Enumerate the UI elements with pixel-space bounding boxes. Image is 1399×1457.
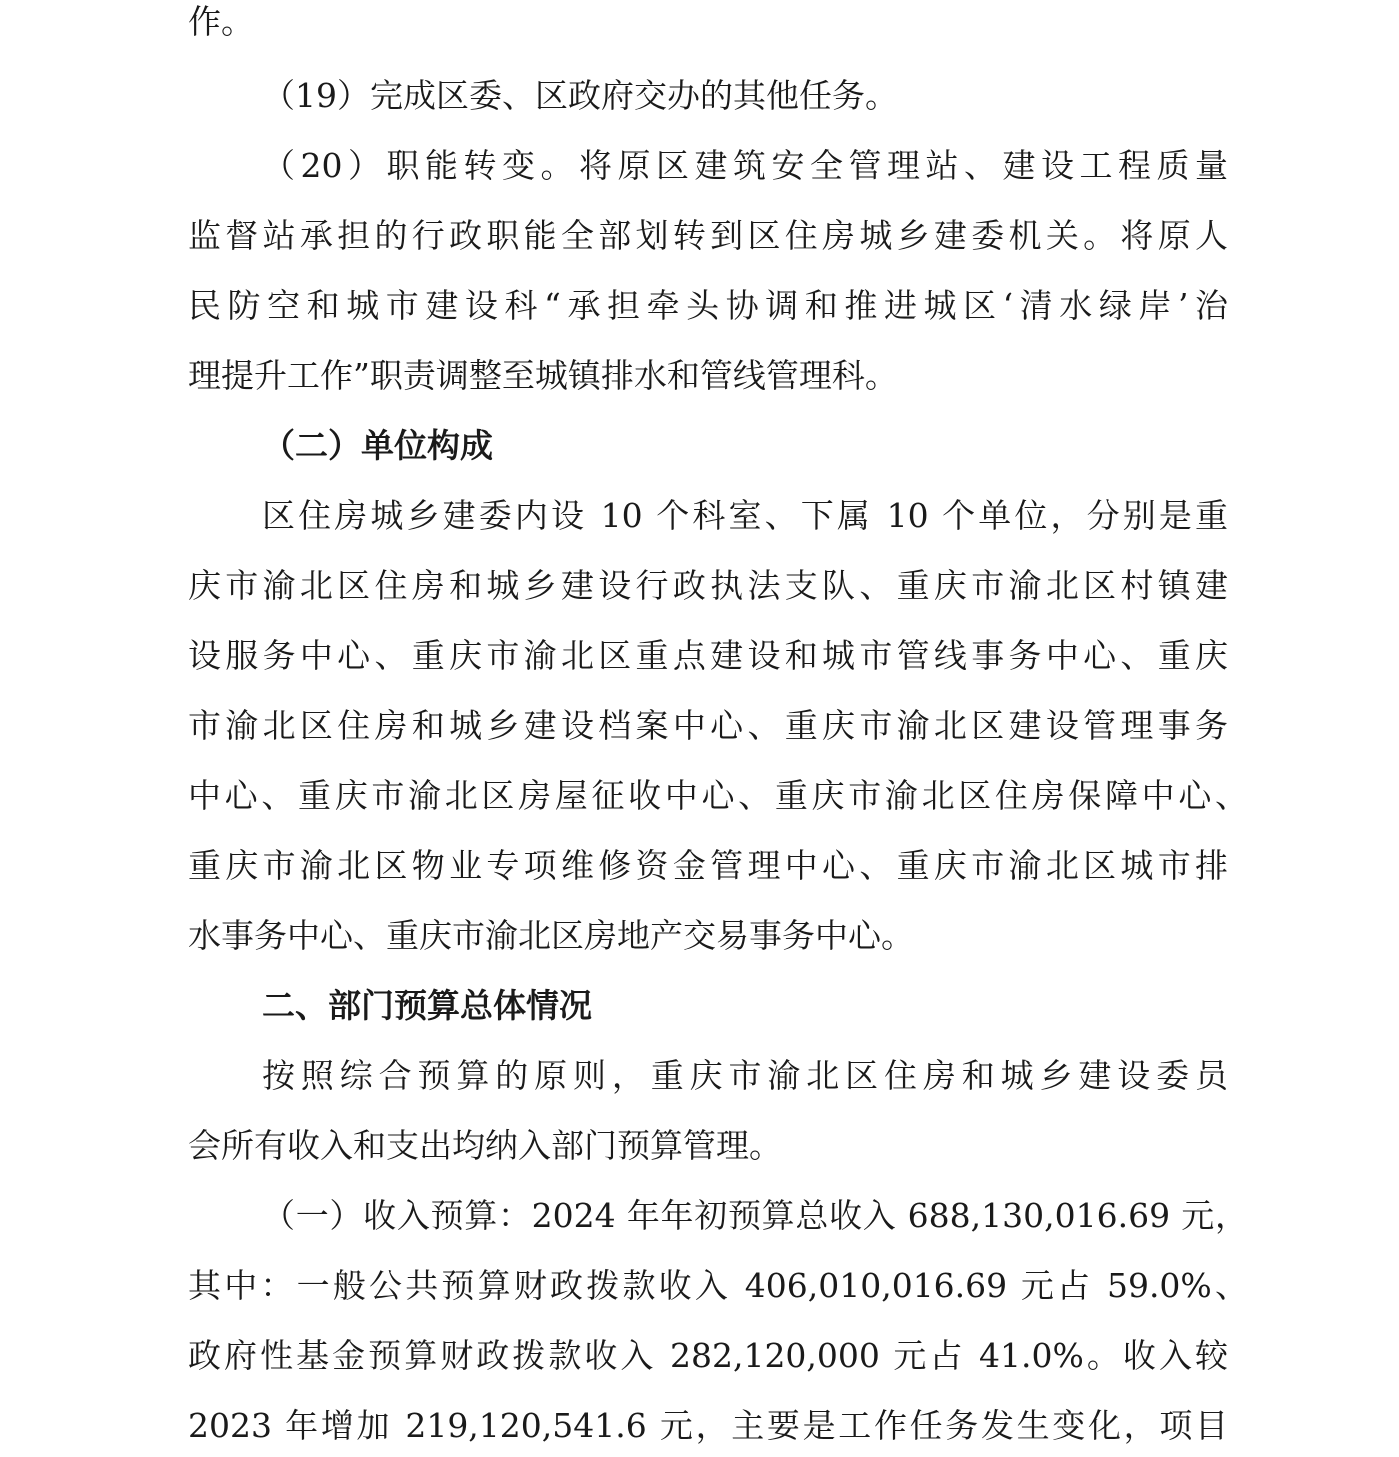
item-20-line-1: （20）职能转变。将原区建筑安全管理站、建设工程质量 [262, 146, 1228, 185]
income-budget-line-3: 政府性基金预算财政拨款收入 282,120,000 元占 41.0%。收入较 [188, 1336, 1228, 1375]
budget-intro-line-1: 按照综合预算的原则，重庆市渝北区住房和城乡建设委员 [262, 1056, 1228, 1095]
item-20-line-2: 监督站承担的行政职能全部划转到区住房城乡建委机关。将原人 [188, 216, 1228, 255]
item-20-line-4: 理提升工作”职责调整至城镇排水和管线管理科。 [188, 356, 898, 395]
unit-paragraph-line-5: 中心、重庆市渝北区房屋征收中心、重庆市渝北区住房保障中心、 [188, 776, 1248, 815]
item-19-line: （19）完成区委、区政府交办的其他任务。 [262, 76, 898, 115]
section-heading-budget-overview: 二、部门预算总体情况 [262, 986, 592, 1025]
unit-paragraph-line-7: 水事务中心、重庆市渝北区房地产交易事务中心。 [188, 916, 914, 955]
unit-paragraph-line-3: 设服务中心、重庆市渝北区重点建设和城市管线事务中心、重庆 [188, 636, 1228, 675]
income-budget-line-1: （一）收入预算：2024 年年初预算总收入 688,130,016.69 元， [262, 1196, 1248, 1235]
unit-paragraph-line-6: 重庆市渝北区物业专项维修资金管理中心、重庆市渝北区城市排 [188, 846, 1228, 885]
paragraph-tail-line: 作。 [188, 2, 254, 41]
income-budget-line-4: 2023 年增加 219,120,541.6 元，主要是工作任务发生变化，项目 [188, 1406, 1228, 1445]
section-heading-unit-composition: （二）单位构成 [262, 426, 493, 465]
item-20-line-3: 民防空和城市建设科“承担牵头协调和推进城区‘清水绿岸’治 [188, 286, 1228, 325]
income-budget-line-2: 其中：一般公共预算财政拨款收入 406,010,016.69 元占 59.0%、 [188, 1266, 1248, 1305]
unit-paragraph-line-1: 区住房城乡建委内设 10 个科室、下属 10 个单位，分别是重 [262, 496, 1228, 535]
budget-intro-line-2: 会所有收入和支出均纳入部门预算管理。 [188, 1126, 782, 1165]
unit-paragraph-line-4: 市渝北区住房和城乡建设档案中心、重庆市渝北区建设管理事务 [188, 706, 1228, 745]
unit-paragraph-line-2: 庆市渝北区住房和城乡建设行政执法支队、重庆市渝北区村镇建 [188, 566, 1228, 605]
